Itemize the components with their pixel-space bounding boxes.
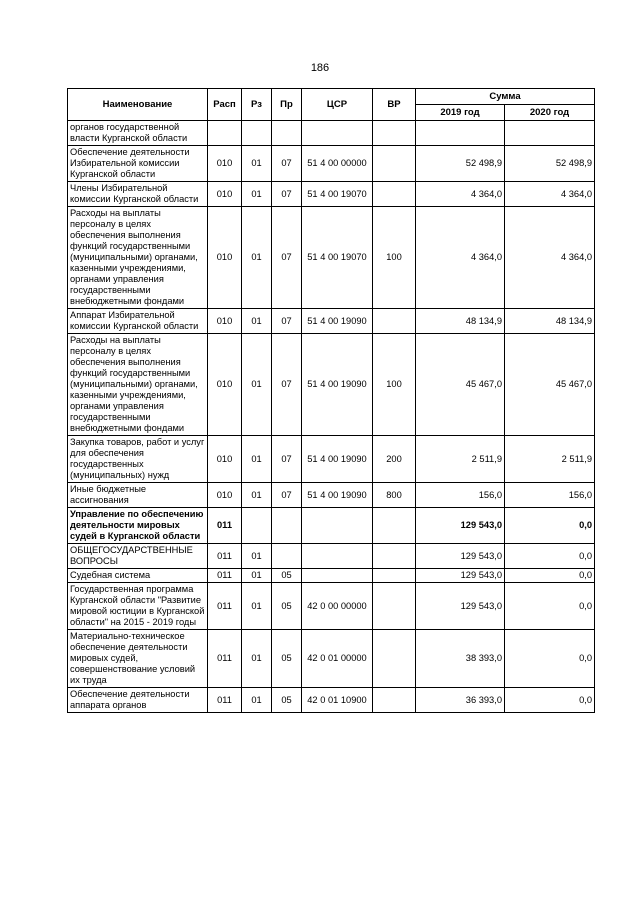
cell-sum-2020: 0,0 <box>505 583 595 630</box>
header-year-2019: 2019 год <box>416 105 505 121</box>
cell-rz: 01 <box>242 630 272 688</box>
cell-pr: 05 <box>272 583 302 630</box>
cell-sum-2019: 36 393,0 <box>416 688 505 713</box>
cell-rasp: 011 <box>208 544 242 569</box>
header-name: Наименование <box>68 89 208 121</box>
cell-pr <box>272 121 302 146</box>
cell-name: Материально-техническое обеспечение деятельности мировых судей, совершенствование условий их труда <box>68 630 208 688</box>
cell-rasp: 011 <box>208 630 242 688</box>
cell-name: органов государственной власти Курганской области <box>68 121 208 146</box>
table-row <box>68 146 595 182</box>
cell-rasp: 011 <box>208 508 242 544</box>
table-body <box>68 121 595 713</box>
cell-sum-2019: 2 511,9 <box>416 436 505 483</box>
cell-csr: 51 4 00 19070 <box>302 207 373 309</box>
cell-vr <box>373 146 416 182</box>
cell-sum-2020: 4 364,0 <box>505 182 595 207</box>
cell-sum-2020: 0,0 <box>505 688 595 713</box>
cell-vr <box>373 688 416 713</box>
cell-csr: 51 4 00 19090 <box>302 483 373 508</box>
cell-pr: 07 <box>272 309 302 334</box>
cell-name: Обеспечение деятельности Избирательной комиссии Курганской области <box>68 146 208 182</box>
cell-rz: 01 <box>242 483 272 508</box>
table-row <box>68 121 595 146</box>
cell-name: Иные бюджетные ассигнования <box>68 483 208 508</box>
cell-rasp: 010 <box>208 146 242 182</box>
header-rz: Рз <box>242 89 272 121</box>
budget-table <box>67 88 595 713</box>
cell-name: Государственная программа Курганской области "Развитие мировой юстиции в Курганской области" на 2015 - 2019 годы <box>68 583 208 630</box>
cell-pr: 07 <box>272 334 302 436</box>
cell-sum-2020: 0,0 <box>505 508 595 544</box>
cell-sum-2020: 0,0 <box>505 544 595 569</box>
cell-rz: 01 <box>242 309 272 334</box>
cell-rz: 01 <box>242 436 272 483</box>
cell-pr: 07 <box>272 207 302 309</box>
cell-pr: 05 <box>272 569 302 583</box>
cell-vr <box>373 121 416 146</box>
table-row <box>68 309 595 334</box>
cell-csr: 51 4 00 19090 <box>302 436 373 483</box>
cell-vr <box>373 544 416 569</box>
cell-name: Аппарат Избирательной комиссии Курганской области <box>68 309 208 334</box>
cell-sum-2019: 52 498,9 <box>416 146 505 182</box>
cell-csr: 42 0 01 10900 <box>302 688 373 713</box>
header-sum: Сумма <box>416 89 595 105</box>
cell-rz: 01 <box>242 207 272 309</box>
cell-rasp: 010 <box>208 182 242 207</box>
header-vr: ВР <box>373 89 416 121</box>
cell-vr <box>373 182 416 207</box>
cell-sum-2019: 129 543,0 <box>416 544 505 569</box>
cell-name: Расходы на выплаты персоналу в целях обеспечения выполнения функций государственными (муниципальными) органами, казенными учреждениями, органами управления государственными внебюджетными фондами <box>68 207 208 309</box>
cell-csr <box>302 544 373 569</box>
cell-rz: 01 <box>242 334 272 436</box>
cell-rasp: 011 <box>208 688 242 713</box>
table-row <box>68 569 595 583</box>
cell-csr: 51 4 00 00000 <box>302 146 373 182</box>
cell-name: Расходы на выплаты персоналу в целях обеспечения выполнения функций государственными (муниципальными) органами, казенными учреждениями, органами управления государственными внебюджетными фондами <box>68 334 208 436</box>
cell-vr <box>373 569 416 583</box>
cell-sum-2019: 4 364,0 <box>416 207 505 309</box>
cell-vr: 800 <box>373 483 416 508</box>
table-row <box>68 688 595 713</box>
table-row <box>68 436 595 483</box>
cell-pr: 07 <box>272 146 302 182</box>
cell-sum-2019: 45 467,0 <box>416 334 505 436</box>
cell-csr <box>302 569 373 583</box>
cell-name: Судебная система <box>68 569 208 583</box>
cell-sum-2020: 52 498,9 <box>505 146 595 182</box>
header-year-2020: 2020 год <box>505 105 595 121</box>
cell-rz <box>242 121 272 146</box>
cell-rz: 01 <box>242 688 272 713</box>
cell-name: Обеспечение деятельности аппарата органов <box>68 688 208 713</box>
cell-vr <box>373 508 416 544</box>
table-row <box>68 583 595 630</box>
cell-vr <box>373 583 416 630</box>
cell-pr: 05 <box>272 630 302 688</box>
table-row <box>68 182 595 207</box>
cell-sum-2020 <box>505 121 595 146</box>
cell-rasp: 011 <box>208 569 242 583</box>
cell-name: ОБЩЕГОСУДАРСТВЕННЫЕ ВОПРОСЫ <box>68 544 208 569</box>
table-row <box>68 334 595 436</box>
page-number: 186 <box>310 62 330 74</box>
cell-csr: 51 4 00 19070 <box>302 182 373 207</box>
cell-pr: 07 <box>272 436 302 483</box>
table-row <box>68 544 595 569</box>
cell-pr <box>272 544 302 569</box>
cell-sum-2019: 156,0 <box>416 483 505 508</box>
cell-pr <box>272 508 302 544</box>
cell-vr: 100 <box>373 207 416 309</box>
cell-csr: 51 4 00 19090 <box>302 309 373 334</box>
cell-rasp: 010 <box>208 334 242 436</box>
cell-rasp: 011 <box>208 583 242 630</box>
cell-rasp: 010 <box>208 436 242 483</box>
cell-rz <box>242 508 272 544</box>
cell-sum-2020: 0,0 <box>505 569 595 583</box>
cell-pr: 05 <box>272 688 302 713</box>
cell-sum-2019 <box>416 121 505 146</box>
cell-name: Управление по обеспечению деятельности мировых судей в Курганской области <box>68 508 208 544</box>
cell-rz: 01 <box>242 182 272 207</box>
cell-vr <box>373 630 416 688</box>
cell-rz: 01 <box>242 146 272 182</box>
cell-vr <box>373 309 416 334</box>
table-row <box>68 483 595 508</box>
table-row <box>68 508 595 544</box>
cell-sum-2020: 48 134,9 <box>505 309 595 334</box>
cell-csr <box>302 508 373 544</box>
table-row <box>68 207 595 309</box>
cell-rz: 01 <box>242 544 272 569</box>
cell-csr: 51 4 00 19090 <box>302 334 373 436</box>
cell-sum-2020: 156,0 <box>505 483 595 508</box>
cell-rasp: 010 <box>208 207 242 309</box>
cell-sum-2019: 129 543,0 <box>416 508 505 544</box>
header-csr: ЦСР <box>302 89 373 121</box>
cell-sum-2019: 129 543,0 <box>416 569 505 583</box>
cell-sum-2020: 0,0 <box>505 630 595 688</box>
cell-rz: 01 <box>242 569 272 583</box>
cell-name: Закупка товаров, работ и услуг для обеспечения государственных (муниципальных) нужд <box>68 436 208 483</box>
cell-csr: 42 0 00 00000 <box>302 583 373 630</box>
cell-rasp <box>208 121 242 146</box>
cell-sum-2019: 4 364,0 <box>416 182 505 207</box>
cell-sum-2019: 48 134,9 <box>416 309 505 334</box>
cell-csr: 42 0 01 00000 <box>302 630 373 688</box>
table-row <box>68 630 595 688</box>
cell-rz: 01 <box>242 583 272 630</box>
cell-csr <box>302 121 373 146</box>
cell-sum-2019: 129 543,0 <box>416 583 505 630</box>
cell-name: Члены Избирательной комиссии Курганской области <box>68 182 208 207</box>
header-pr: Пр <box>272 89 302 121</box>
table-header <box>68 89 595 121</box>
cell-sum-2020: 4 364,0 <box>505 207 595 309</box>
cell-vr: 200 <box>373 436 416 483</box>
cell-rasp: 010 <box>208 483 242 508</box>
header-rasp: Расп <box>208 89 242 121</box>
cell-sum-2020: 45 467,0 <box>505 334 595 436</box>
cell-vr: 100 <box>373 334 416 436</box>
cell-sum-2019: 38 393,0 <box>416 630 505 688</box>
cell-pr: 07 <box>272 483 302 508</box>
cell-sum-2020: 2 511,9 <box>505 436 595 483</box>
cell-pr: 07 <box>272 182 302 207</box>
cell-rasp: 010 <box>208 309 242 334</box>
